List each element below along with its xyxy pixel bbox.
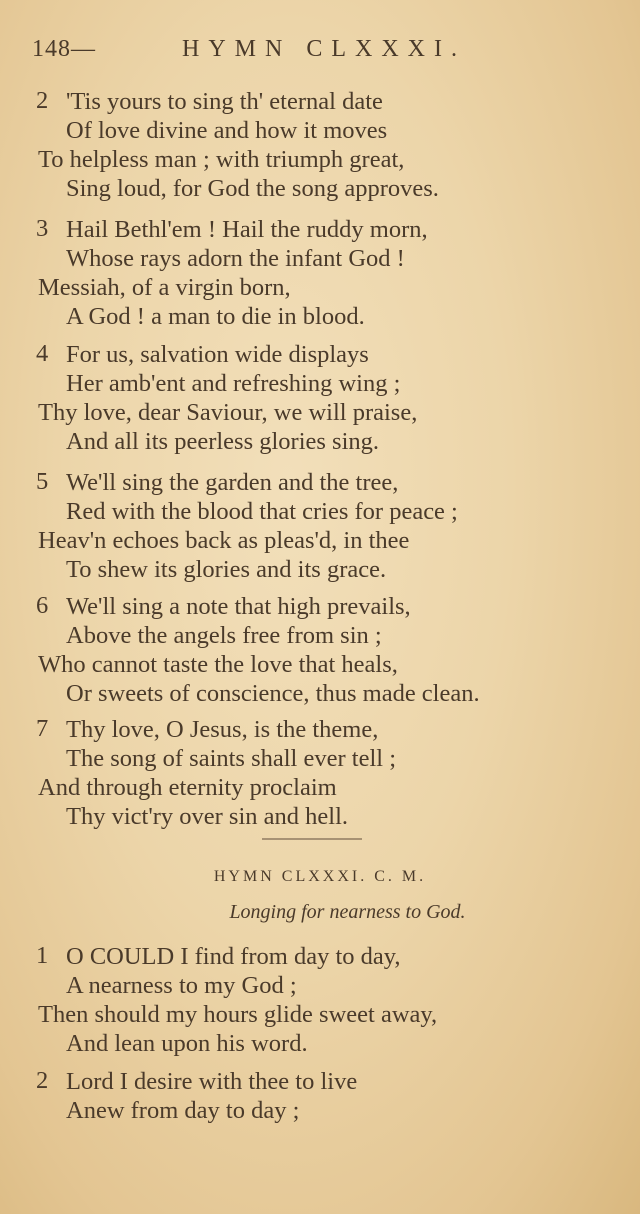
verse-line: Red with the blood that cries for peace ; xyxy=(66,498,458,525)
verse-line: Hail Bethl'em ! Hail the ruddy morn, xyxy=(66,216,428,243)
verse-line: And through eternity proclaim xyxy=(38,774,337,801)
stanza-number: 3 xyxy=(36,215,49,242)
verse-line: To helpless man ; with triumph great, xyxy=(38,146,405,173)
verse-line: Of love divine and how it moves xyxy=(66,117,388,144)
page-header xyxy=(32,28,620,68)
verse-line: A nearness to my God ; xyxy=(66,972,297,999)
verse-line: Thy love, O Jesus, is the theme, xyxy=(66,716,379,743)
verse-line: Or sweets of conscience, thus made clean. xyxy=(66,680,480,707)
stanza-number: 2 xyxy=(36,87,49,114)
stanza-number: 7 xyxy=(36,715,49,742)
verse-line: O COULD I find from day to day, xyxy=(66,943,401,970)
stanza-number: 2 xyxy=(36,1067,49,1094)
verse-line: Who cannot taste the love that heals, xyxy=(38,651,398,678)
verse-line: Then should my hours glide sweet away, xyxy=(38,1001,438,1028)
verse-line: Her amb'ent and refreshing wing ; xyxy=(66,370,401,397)
verse-line: Sing loud, for God the song approves. xyxy=(66,175,439,202)
verse-line: Lord I desire with thee to live xyxy=(66,1068,358,1095)
verse-line: Messiah, of a virgin born, xyxy=(38,274,291,301)
verse-line: A God ! a man to die in blood. xyxy=(66,303,365,330)
verse-line: We'll sing the garden and the tree, xyxy=(66,469,399,496)
stanza-number: 4 xyxy=(36,340,49,367)
verse-line: 'Tis yours to sing th' eternal date xyxy=(66,88,383,115)
hymn-subtitle: Longing for nearness to God. xyxy=(229,901,466,923)
verse-line: For us, salvation wide displays xyxy=(66,341,369,368)
verse-line: Whose rays adorn the infant God ! xyxy=(66,245,405,272)
section-divider xyxy=(262,838,362,840)
page-number: 148— xyxy=(32,36,96,62)
verse-line: Above the angels free from sin ; xyxy=(66,622,382,649)
verse-line: Thy vict'ry over sin and hell. xyxy=(66,803,349,830)
verse-line: Thy love, dear Saviour, we will praise, xyxy=(38,399,418,426)
hymn-heading: HYMN CLXXXI. C. M. xyxy=(213,868,427,885)
stanza-number: 5 xyxy=(36,468,49,495)
verse-line: And lean upon his word. xyxy=(66,1030,308,1057)
verse-line: Anew from day to day ; xyxy=(66,1097,300,1124)
verse-line: The song of saints shall ever tell ; xyxy=(66,745,396,772)
running-title: HYMN CLXXXI. xyxy=(182,36,466,62)
verse-line: Heav'n echoes back as pleas'd, in thee xyxy=(38,527,410,554)
verse-line: To shew its glories and its grace. xyxy=(66,556,387,583)
stanza-number: 1 xyxy=(36,942,49,969)
verse-line: And all its peerless glories sing. xyxy=(66,428,380,455)
verse-line: We'll sing a note that high prevails, xyxy=(66,593,411,620)
stanza-number: 6 xyxy=(36,592,49,619)
